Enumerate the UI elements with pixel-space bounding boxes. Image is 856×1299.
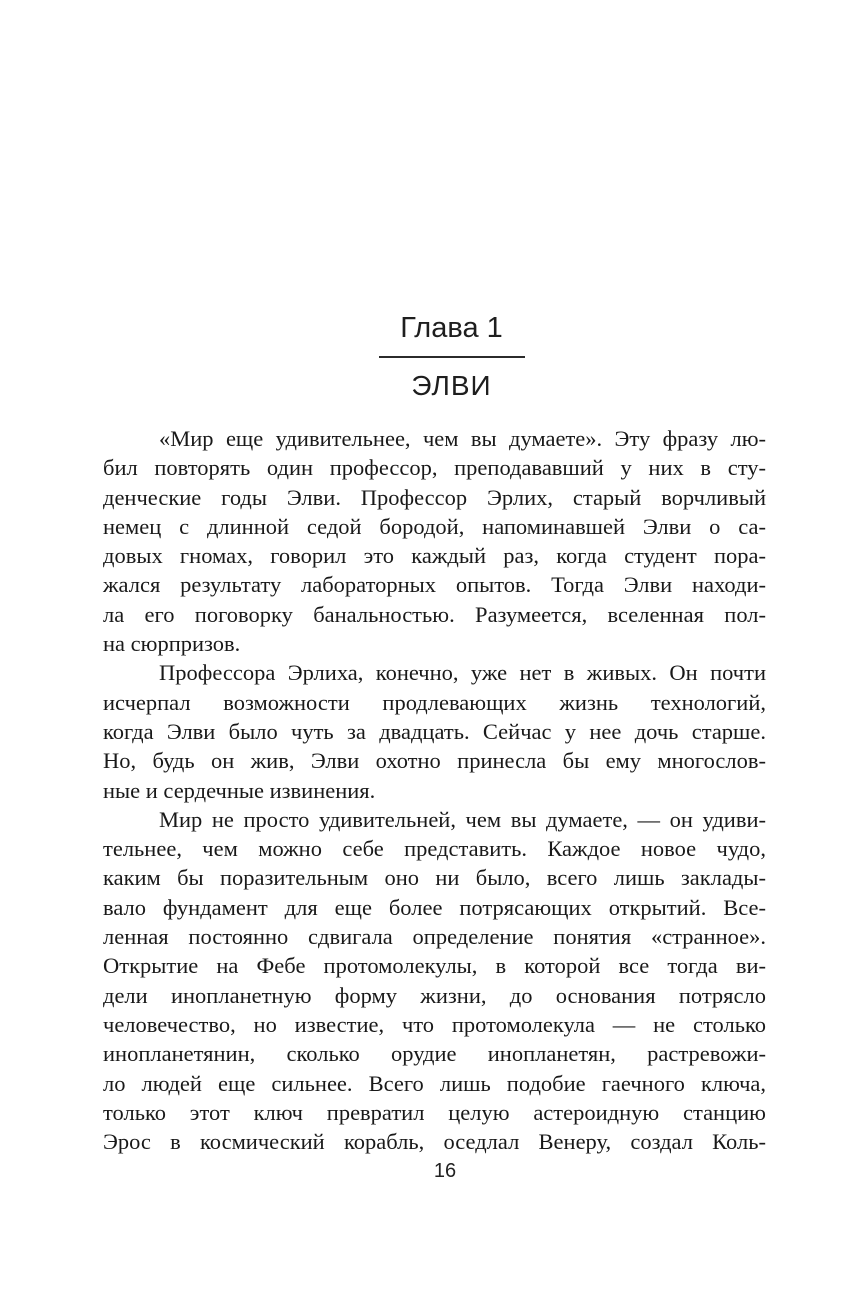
text-line: Открытие на Фебе протомолекулы, в которой все тогда ви- xyxy=(103,953,766,979)
paragraph xyxy=(103,424,766,658)
text-line: когда Элви было чуть за двадцать. Сейчас у нее дочь старше. xyxy=(103,718,766,744)
body-text xyxy=(103,424,766,1156)
chapter-title: ЭЛВИ xyxy=(411,370,492,401)
text-column xyxy=(103,0,766,1156)
chapter-divider-rule xyxy=(379,356,525,358)
text-line: «Мир еще удивительнее, чем вы думаете». Эту фразу лю- xyxy=(159,426,766,451)
chapter-label: Глава 1 xyxy=(400,312,503,344)
paragraph xyxy=(103,805,766,1157)
text-line: денческие годы Элви. Профессор Эрлих, старый ворчливый xyxy=(103,484,766,510)
text-line: жался результату лабораторных опытов. Тогда Элви находи- xyxy=(103,572,766,598)
text-line: ло людей еще сильнее. Всего лишь подобие гаечного ключа, xyxy=(103,1070,766,1096)
text-line: бил повторять один профессор, преподававший у них в сту- xyxy=(103,455,766,481)
text-line: ленная постоянно сдвигала определение понятия «странное». xyxy=(103,924,766,950)
page-number: 16 xyxy=(433,1160,457,1182)
text-line: немец с длинной седой бородой, напоминавшей Элви о са- xyxy=(103,513,766,539)
text-line: Но, будь он жив, Элви охотно принесла бы ему многослов- xyxy=(103,748,766,774)
text-line: каким бы поразительным оно ни было, всего лишь заклады- xyxy=(103,865,766,891)
text-line: ла его поговорку банальностью. Разумеется, вселенная пол- xyxy=(103,601,766,627)
text-line: Профессора Эрлиха, конечно, уже нет в живых. Он почти xyxy=(159,660,766,686)
text-line: довых гномах, говорил это каждый раз, когда студент пора- xyxy=(103,543,766,569)
text-line: дели инопланетную форму жизни, до основания потрясло xyxy=(103,982,766,1008)
text-line: инопланетянин, сколько орудие инопланетян, растревожи- xyxy=(103,1041,766,1067)
text-line: вало фундамент для еще более потрясающих открытий. Все- xyxy=(103,894,766,920)
text-line: тельнее, чем можно себе представить. Каждое новое чудо, xyxy=(103,836,766,862)
text-line: Мир не просто удивительней, чем вы думаете, — он удиви- xyxy=(159,806,766,832)
paragraph xyxy=(103,658,766,804)
text-line: на сюрпризов. xyxy=(103,631,241,657)
chapter-heading xyxy=(120,314,783,400)
text-line: исчерпал возможности продлевающих жизнь технологий, xyxy=(103,689,766,715)
text-line: человечество, но известие, что протомолекула — не столько xyxy=(103,1011,766,1037)
text-line: только этот ключ превратил целую астероидную станцию xyxy=(103,1099,766,1125)
text-line: ные и сердечные извинения. xyxy=(103,777,376,803)
text-line: Эрос в космический корабль, оседлал Венеру, создал Коль- xyxy=(103,1129,766,1155)
